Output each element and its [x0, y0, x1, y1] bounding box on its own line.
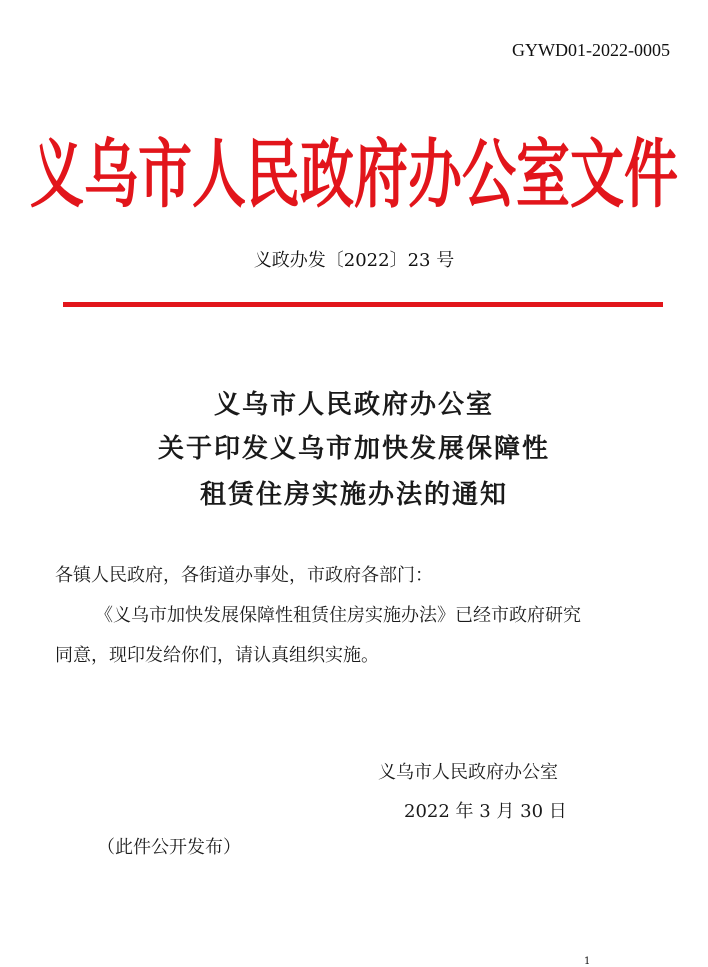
document-code: GYWD01-2022-0005	[512, 40, 670, 60]
document-number: 义政办发〔2022〕23 号	[253, 250, 455, 271]
page-number: 1	[584, 956, 591, 967]
notice-title-line-3: 租赁住房实施办法的通知	[199, 480, 508, 510]
addressee: 各镇人民政府，各街道办事处，市政府各部门：	[55, 565, 433, 586]
notice-title-line-2: 关于印发义乌市加快发展保障性	[157, 434, 550, 464]
body-line-2: 同意，现印发给你们，请认真组织实施。	[55, 645, 379, 666]
issue-date: 2022 年 3 月 30 日	[404, 801, 567, 822]
red-divider-line	[63, 302, 663, 307]
masthead-title: 义乌市人民政府办公室文件	[30, 131, 678, 219]
body-line-1: 《义乌市加快发展保障性租赁住房实施办法》已经市政府研究	[95, 605, 581, 626]
release-note: （此件公开发布）	[97, 837, 241, 858]
notice-title-line-1: 义乌市人民政府办公室	[213, 390, 494, 420]
signer: 义乌市人民政府办公室	[378, 762, 558, 783]
